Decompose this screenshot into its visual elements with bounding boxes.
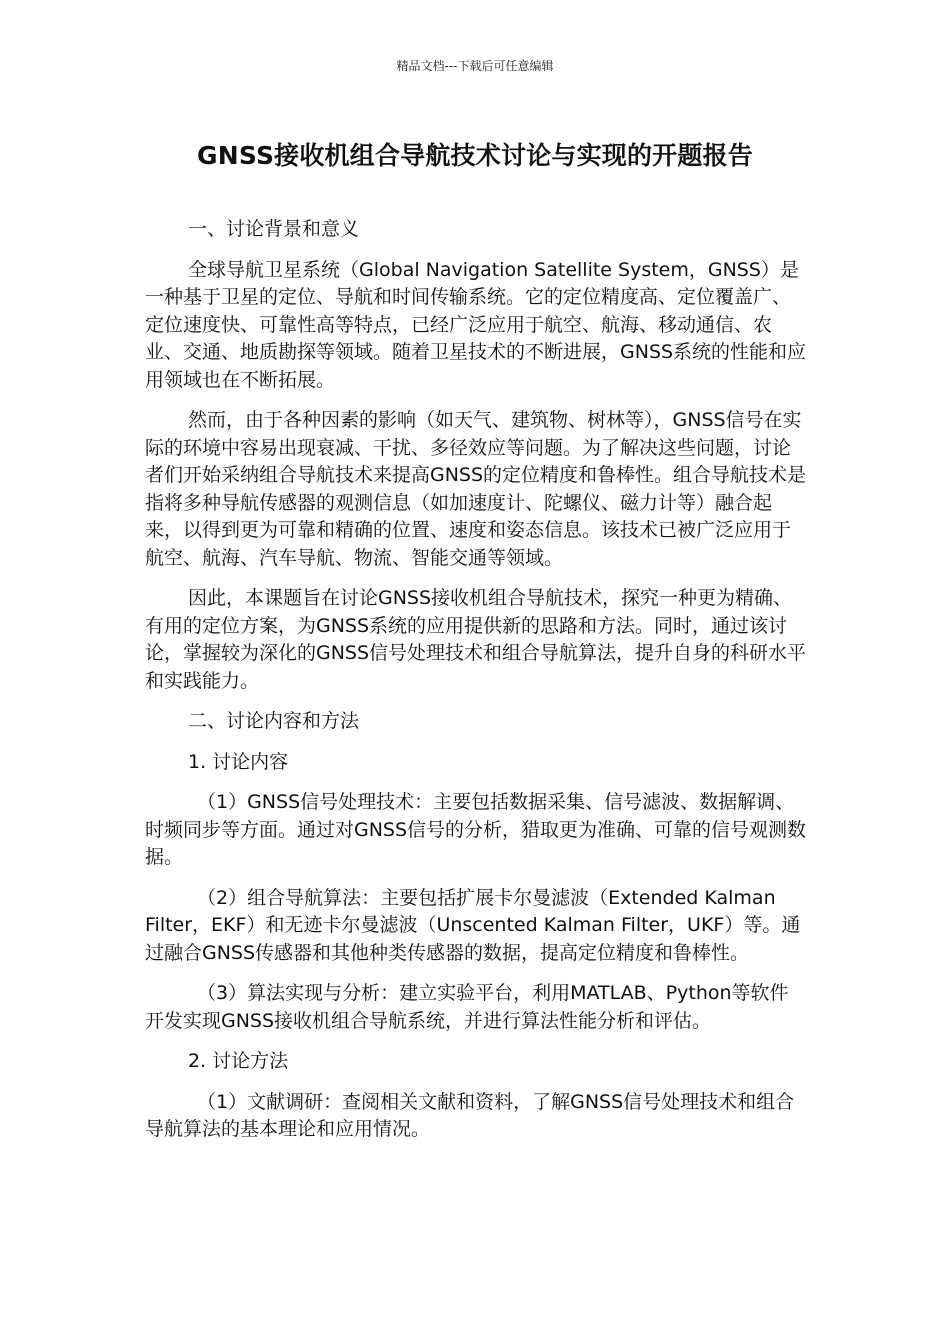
- paragraph-purpose: 因此，本课题旨在讨论GNSS接收机组合导航技术，探究一种更为精确、有用的定位方案，为GNSS系统的应用提供新的思路和方法。同时，通过该讨论，掌握较为深化的GNSS信号处理技术和组合导航算法，提升自身的科研水平和实践能力。: [145, 587, 807, 692]
- section-heading-background: 一、讨论背景和意义: [188, 218, 360, 240]
- list-item-navigation-algorithm: （2）组合导航算法：主要包括扩展卡尔曼滤波（Extended Kalman Filter，EKF）和无迹卡尔曼滤波（Unscented Kalman Filter，UKF）等。通过融合GNSS传感器和其他种类传感器的数据，提高定位精度和鲁棒性。: [145, 886, 801, 964]
- paragraph-problems: 然而，由于各种因素的影响（如天气、建筑物、树林等），GNSS信号在实际的环境中容易出现衰减、干扰、多径效应等问题。为了解决这些问题，讨论者们开始采纳组合导航技术来提高GNSS的定位精度和鲁棒性。组合导航技术是指将多种导航传感器的观测信息（如加速度计、陀螺仪、磁力计等）融合起来，以得到更为可靠和精确的位置、速度和姿态信息。该技术已被广泛应用于航空、航海、汽车导航、物流、智能交通等领域。: [145, 409, 807, 569]
- subheading-methods: 2. 讨论方法: [188, 1050, 289, 1072]
- document-title: GNSS接收机组合导航技术讨论与实现的开题报告: [197, 141, 753, 170]
- document-body: [145, 216, 807, 1157]
- list-item-implementation: （3）算法实现与分析：建立实验平台，利用MATLAB、Python等软件开发实现GNSS接收机组合导航系统，并进行算法性能分析和评估。: [145, 982, 789, 1032]
- section-heading-content-methods: 二、讨论内容和方法: [188, 710, 360, 732]
- list-item-signal-processing: （1）GNSS信号处理技术：主要包括数据采集、信号滤波、数据解调、时频同步等方面。通过对GNSS信号的分析，猎取更为准确、可靠的信号观测数据。: [145, 791, 807, 868]
- subheading-content: 1. 讨论内容: [188, 750, 289, 773]
- paragraph-gnss-intro: 全球导航卫星系统（Global Navigation Satellite System，GNSS）是一种基于卫星的定位、导航和时间传输系统。它的定位精度高、定位覆盖广、定位速度快、可靠性高等特点，已经广泛应用于航空、航海、移动通信、农业、交通、地质勘探等领域。随着卫星技术的不断进展，GNSS系统的性能和应用领域也在不断拓展。: [145, 258, 807, 391]
- list-item-literature-review: （1）文献调研：查阅相关文献和资料，了解GNSS信号处理技术和组合导航算法的基本理论和应用情况。: [145, 1090, 795, 1140]
- page-header: 精品文档---下载后可任意编辑: [396, 59, 554, 73]
